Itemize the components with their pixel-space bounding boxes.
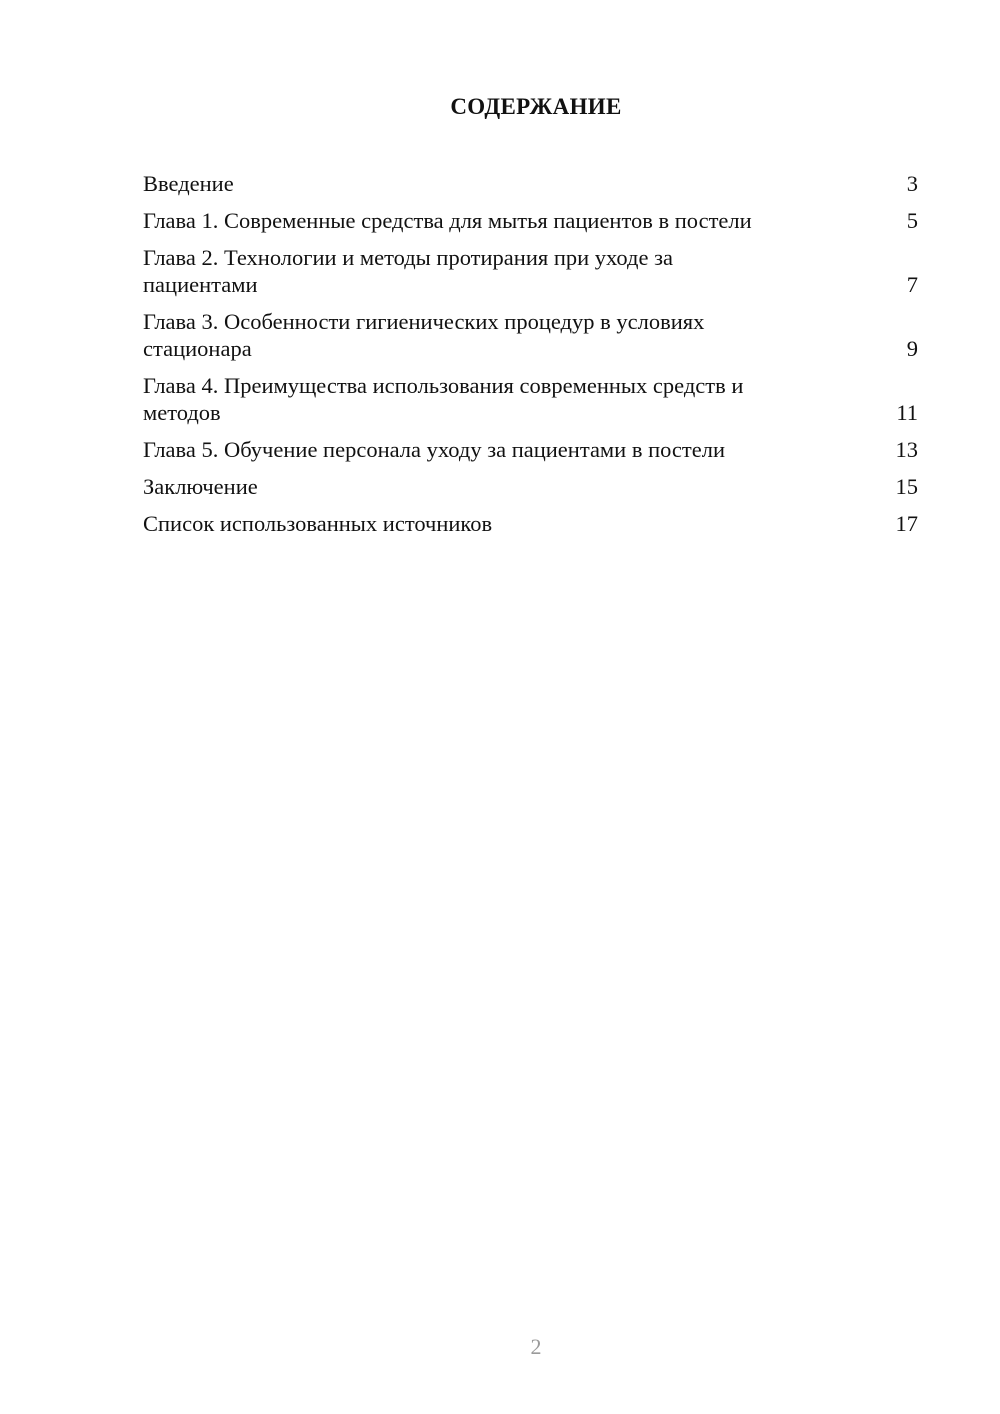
toc-entry-page: 5 — [906, 208, 918, 233]
toc-entry-conclusion — [143, 473, 918, 500]
toc-entry-text: Глава 2. Технологии и методы протирания при уходе за пациентами — [143, 245, 673, 297]
toc-entry-page: 17 — [895, 511, 918, 536]
toc-entry-chapter-4 — [143, 372, 918, 426]
toc-entry-introduction — [143, 170, 918, 197]
toc-entry-chapter-2 — [143, 244, 918, 298]
toc-entry-chapter-5 — [143, 436, 918, 463]
toc-entry-page: 13 — [895, 437, 918, 462]
toc-entry-text: Список использованных источников — [143, 511, 493, 536]
toc-entry-text: Глава 3. Особенности гигиенических процедур в условиях стационара — [143, 309, 705, 361]
toc-entry-page: 3 — [906, 171, 918, 196]
toc-entry-text: Глава 5. Обучение персонала уходу за пациентами в постели — [143, 437, 726, 462]
toc-entry-text: Заключение — [143, 474, 258, 499]
page-title: СОДЕРЖАНИЕ — [450, 94, 622, 119]
toc-entry-text: Введение — [143, 171, 234, 196]
table-of-contents — [143, 170, 918, 547]
toc-entry-chapter-1 — [143, 207, 918, 234]
toc-entry-chapter-3 — [143, 308, 918, 362]
toc-entry-text: Глава 4. Преимущества использования современных средств и методов — [143, 373, 744, 425]
page-number: 2 — [530, 1334, 542, 1359]
toc-entry-text: Глава 1. Современные средства для мытья пациентов в постели — [143, 208, 752, 233]
toc-entry-page: 15 — [895, 474, 918, 499]
toc-entry-page: 11 — [896, 400, 918, 425]
toc-entry-page: 7 — [906, 272, 918, 297]
toc-entry-page: 9 — [906, 336, 918, 361]
toc-entry-references — [143, 510, 918, 537]
